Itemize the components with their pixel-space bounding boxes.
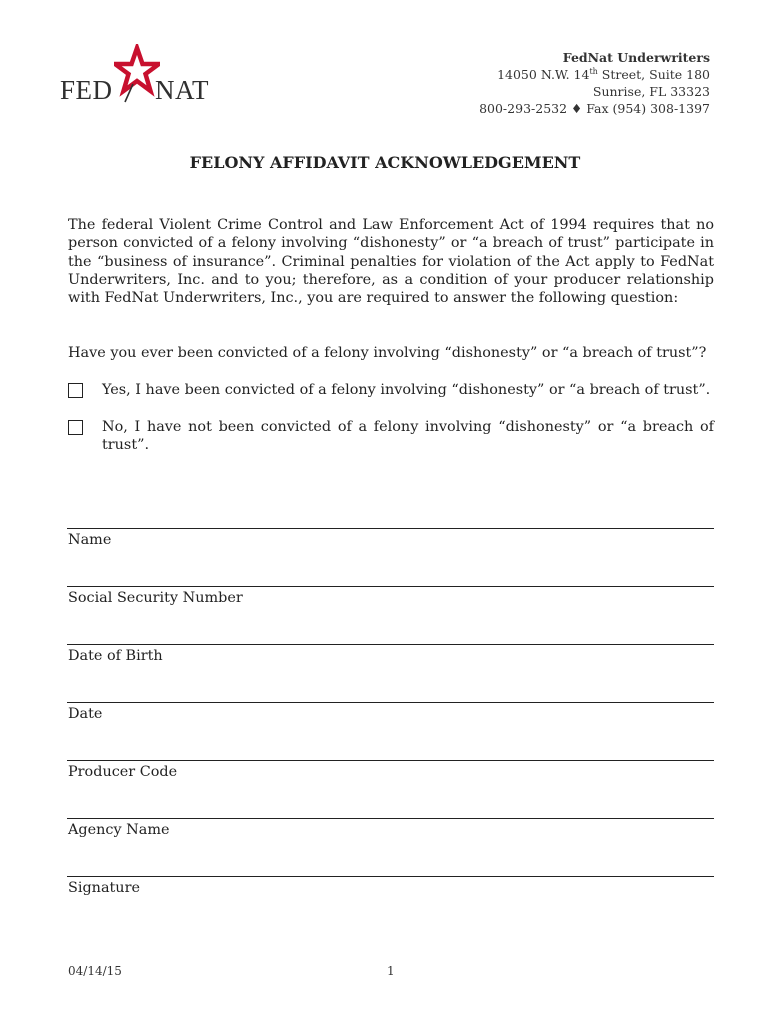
street-name: Street, Suite 180	[597, 67, 710, 82]
producer-code-label: Producer Code	[68, 764, 178, 780]
page-title: FELONY AFFIDAVIT ACKNOWLEDGEMENT	[189, 153, 581, 172]
street-ordinal: th	[589, 66, 598, 76]
yes-checkbox[interactable]	[68, 383, 83, 398]
fednat-logo	[56, 44, 216, 104]
option-no	[68, 418, 714, 455]
ssn-field[interactable]	[67, 586, 714, 627]
signature-label: Signature	[68, 880, 140, 896]
company-address-block	[479, 49, 710, 117]
agency-name-label: Agency Name	[68, 822, 170, 838]
name-field[interactable]	[67, 528, 714, 569]
dob-label: Date of Birth	[68, 648, 163, 664]
page-number: 1	[387, 964, 395, 978]
agency-name-field[interactable]	[67, 818, 714, 859]
company-street	[479, 66, 710, 83]
ssn-label: Social Security Number	[68, 590, 243, 606]
logo-word-nat: NAT	[155, 75, 209, 105]
dob-field[interactable]	[67, 644, 714, 685]
date-field[interactable]	[67, 702, 714, 743]
company-city: Sunrise, FL 33323	[592, 84, 710, 99]
company-name: FedNat Underwriters	[562, 50, 710, 65]
no-checkbox[interactable]	[68, 420, 83, 435]
option-yes	[68, 381, 714, 399]
felony-question: Have you ever been convicted of a felony involving “dishonesty” or “a breach of trust”?	[68, 345, 707, 361]
company-phones: 800-293-2532 ♦ Fax (954) 308-1397	[479, 101, 710, 116]
star-icon	[114, 44, 160, 104]
revision-date: 04/14/15	[68, 964, 122, 978]
signature-field[interactable]	[67, 876, 714, 917]
no-label: No, I have not been convicted of a felony involving “dishonesty” or “a breach of trust”.	[102, 419, 714, 454]
yes-label: Yes, I have been convicted of a felony involving “dishonesty” or “a breach of trust”.	[102, 382, 711, 398]
street-number: 14050 N.W. 14	[497, 67, 590, 82]
logo-word-fed: FED	[60, 75, 113, 105]
intro-paragraph: The federal Violent Crime Control and Law Enforcement Act of 1994 requires that no person convicted of a felony involving “dishonesty” or “a breach of trust” participate in the “business of insurance”. Criminal penalties for violation of the Act apply to FedNat Underwriters, Inc. and to you; therefore, as a condition of your producer relationship with FedNat Underwriters, Inc., you are required to answer the following question:	[68, 217, 714, 307]
name-label: Name	[68, 532, 112, 548]
date-label: Date	[68, 706, 103, 722]
producer-code-field[interactable]	[67, 760, 714, 801]
